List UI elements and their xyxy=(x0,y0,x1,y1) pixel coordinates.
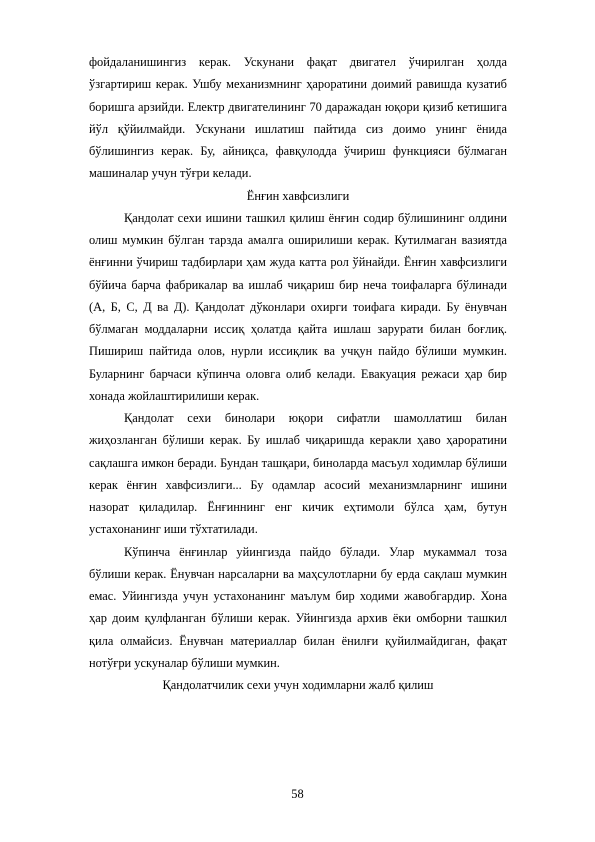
page-number: 58 xyxy=(291,787,304,801)
paragraph-1: фойдаланишингиз керак. Ускунани фақат двигател ўчирилган ҳолда ўзгартириш керак. Ушбу механизмнинг ҳароратини доимий равишда кузатиб боришга арзийди. Електр двигателининг 70 даражадан юқори қизиб кетишига йўл қўйилмайди. Ускунани ишлатиш пайтида сиз доимо унинг ёнида бўлишингиз керак. Бу, айниқса, фавқулодда ўчириш функцияси бўлмаган машиналар учун тўғри келади. xyxy=(89,55,507,181)
section-heading-staff-recruitment: Қандолатчилик сехи учун ходимларни жалб қилиш xyxy=(162,678,434,692)
paragraph-4: Кўпинча ёнғинлар уйингизда пайдо бўлади. Улар мукаммал тоза бўлиши керак. Ёнувчан нарсаларни ва маҳсулотларни бу ерда сақлаш мумкин емас. Уйингизда учун устахонанинг маълум бир ходими жавобгардир. Хона ҳар доим қулфланган бўлиши керак. Уйингизда архив ёки омборни ташкил қила олмайсиз. Ёнувчан материаллар билан ёнилғи қуйилмайдиган, фақат нотўғри ускуналар бўлиши мумкин. xyxy=(89,544,507,670)
paragraph-3: Қандолат сехи бинолари юқори сифатли шамоллатиш билан жиҳозланган бўлиши керак. Бу ишлаб чиқаришда керакли ҳаво ҳароратини сақлашга имкон беради. Бундан ташқари, биноларда масъул ходимлар бўлиши керак ёнғин хавфсизлиги... Бу одамлар асосий механизмларнинг ишини назорат қиладилар. Ёнғиннинг енг кичик еҳтимоли бўлса ҳам, бутун устахонанинг иши тўхтатилади. xyxy=(89,411,507,537)
section-heading-fire-safety: Ёнғин хавфсизлиги xyxy=(246,188,350,203)
paragraph-2: Қандолат сехи ишини ташкил қилиш ёнғин содир бўлишининг олдини олиш мумкин бўлган тарзда амалга оширилиши керак. Кутилмаган вазиятда ёнғинни ўчириш тадбирлари ҳам жуда катта рол ўйнайди. Ёнғин хавфсизлиги бўйича барча фабрикалар ва ишлаб чиқариш бир неча тоифаларга бўлинади (А, Б, С, Д ва Д). Қандолат дўконлари охирги тоифага киради. Бу ёнувчан бўлмаган моддаларни иссиқ ҳолатда қайта ишлаш зарурати билан боғлиқ. Пишириш пайтида олов, нурли иссиқлик ва учқун пайдо бўлиши мумкин. Буларнинг барчаси кўпинча оловга олиб келади. Евакуация режаси ҳар бир хонада жойлаштирилиши керак. xyxy=(89,210,507,403)
document-body xyxy=(89,51,507,696)
